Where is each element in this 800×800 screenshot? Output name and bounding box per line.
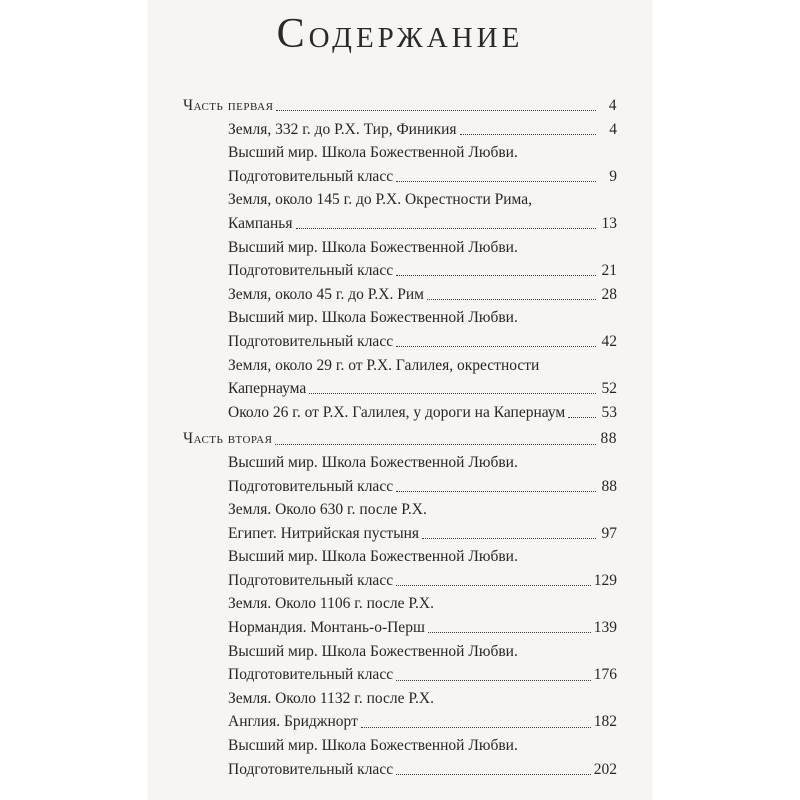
toc-entry	[183, 475, 617, 499]
toc-entry-text: Высший мир. Школа Божественной Любви.	[228, 642, 518, 660]
toc-entry-text: Подготовительный класс	[228, 262, 394, 280]
toc-page-number: 129	[593, 571, 617, 589]
toc-entry-text: Высший мир. Школа Божественной Любви.	[228, 737, 518, 755]
toc-entry-text: Высший мир. Школа Божественной Любви.	[228, 309, 518, 327]
toc-part-heading	[183, 94, 617, 118]
dot-leader	[396, 585, 591, 586]
toc-entry-text: Земля, 332 г. до Р.Х. Тир, Финикия	[228, 120, 457, 138]
toc-entry	[183, 377, 617, 401]
table-of-contents	[183, 94, 617, 781]
toc-entry	[183, 710, 617, 734]
toc-entry	[183, 165, 617, 189]
toc-page-number: 28	[601, 285, 617, 303]
dot-leader	[361, 727, 591, 728]
toc-entry	[183, 522, 617, 546]
toc-entry	[183, 663, 617, 687]
toc-entry	[183, 592, 617, 616]
toc-page-number: 88	[601, 477, 617, 495]
toc-page-number: 13	[601, 214, 617, 232]
dot-leader	[422, 538, 596, 539]
toc-entry	[183, 118, 617, 142]
dot-leader	[275, 444, 596, 445]
toc-entry-text: Около 26 г. от Р.Х. Галилея, у дороги на Капернаум	[228, 403, 566, 421]
toc-entry-text: Нормандия. Монтань-о-Перш	[228, 619, 425, 637]
toc-entry	[183, 141, 617, 165]
toc-entry-text: Египет. Нитрийская пустыня	[228, 524, 420, 542]
dot-leader	[396, 680, 591, 681]
dot-leader	[460, 134, 596, 135]
toc-entry	[183, 354, 617, 378]
toc-entry	[183, 498, 617, 522]
dot-leader	[396, 181, 596, 182]
dot-leader	[428, 632, 591, 633]
toc-entry-text: Высший мир. Школа Божественной Любви.	[228, 238, 518, 256]
toc-entry-text: Подготовительный класс	[228, 167, 394, 185]
toc-entry	[183, 734, 617, 758]
toc-entry	[183, 212, 617, 236]
toc-page-number: 42	[601, 332, 617, 350]
toc-entry	[183, 259, 617, 283]
toc-page-number: 88	[600, 430, 617, 448]
dot-leader	[427, 299, 596, 300]
toc-entry-text: Англия. Бриджнорт	[228, 713, 358, 731]
toc-page-number: 9	[609, 167, 617, 185]
toc-entry-text: Земля. Около 1132 г. после Р.Х.	[228, 689, 434, 707]
toc-page-number: 52	[601, 380, 617, 398]
toc-page-number: 4	[608, 97, 617, 114]
toc-entry	[183, 687, 617, 711]
toc-entry	[183, 306, 617, 330]
dot-leader	[396, 346, 596, 347]
toc-entry-text: Подготовительный класс	[228, 760, 394, 778]
toc-entry	[183, 451, 617, 475]
book-page	[148, 0, 652, 800]
toc-entry-text: Капернаума	[228, 380, 307, 398]
dot-leader	[296, 228, 597, 229]
toc-page-number: 4	[609, 120, 617, 138]
toc-page-number: 21	[601, 262, 617, 280]
toc-entry	[183, 330, 617, 354]
toc-entry	[183, 640, 617, 664]
toc-entry	[183, 616, 617, 640]
toc-entry	[183, 758, 617, 782]
toc-entry-text: Высший мир. Школа Божественной Любви.	[228, 144, 518, 162]
dot-leader	[309, 393, 596, 394]
toc-entry-text: Земля. Около 630 г. после Р.Х.	[228, 501, 427, 519]
toc-entry-text: Подготовительный класс	[228, 666, 394, 684]
dot-leader	[276, 110, 596, 111]
toc-entry	[183, 236, 617, 260]
toc-page-number: 97	[601, 524, 617, 542]
toc-entry	[183, 569, 617, 593]
toc-entry-text: Часть первая	[183, 97, 274, 114]
toc-entry-text: Земля. Около 1106 г. после Р.Х.	[228, 595, 434, 613]
page-title: Содержание	[276, 11, 524, 57]
toc-entry-text: Подготовительный класс	[228, 571, 394, 589]
dot-leader	[396, 774, 591, 775]
toc-entry-text: Земля, около 45 г. до Р.Х. Рим	[228, 285, 424, 303]
toc-entry-text: Подготовительный класс	[228, 332, 394, 350]
toc-entry-text: Земля, около 29 г. от Р.Х. Галилея, окрестности	[228, 356, 540, 374]
toc-entry-text: Кампанья	[228, 214, 293, 232]
toc-entry-text: Земля, около 145 г. до Р.Х. Окрестности Рима,	[228, 191, 532, 209]
toc-entry-text: Подготовительный класс	[228, 477, 394, 495]
dot-leader	[396, 491, 596, 492]
toc-entry-text: Высший мир. Школа Божественной Любви.	[228, 548, 518, 566]
toc-entry-text: Часть вторая	[183, 430, 273, 448]
toc-page-number: 53	[601, 403, 617, 421]
toc-entry	[183, 188, 617, 212]
toc-entry	[183, 545, 617, 569]
toc-entry-text: Высший мир. Школа Божественной Любви.	[228, 453, 518, 471]
toc-page-number: 139	[593, 619, 617, 637]
toc-part-heading	[183, 427, 617, 451]
toc-entry	[183, 401, 617, 425]
toc-page-number: 176	[593, 666, 617, 684]
dot-leader	[396, 275, 596, 276]
toc-page-number: 202	[593, 760, 617, 778]
dot-leader	[568, 417, 596, 418]
toc-page-number: 182	[593, 713, 617, 731]
toc-entry	[183, 283, 617, 307]
